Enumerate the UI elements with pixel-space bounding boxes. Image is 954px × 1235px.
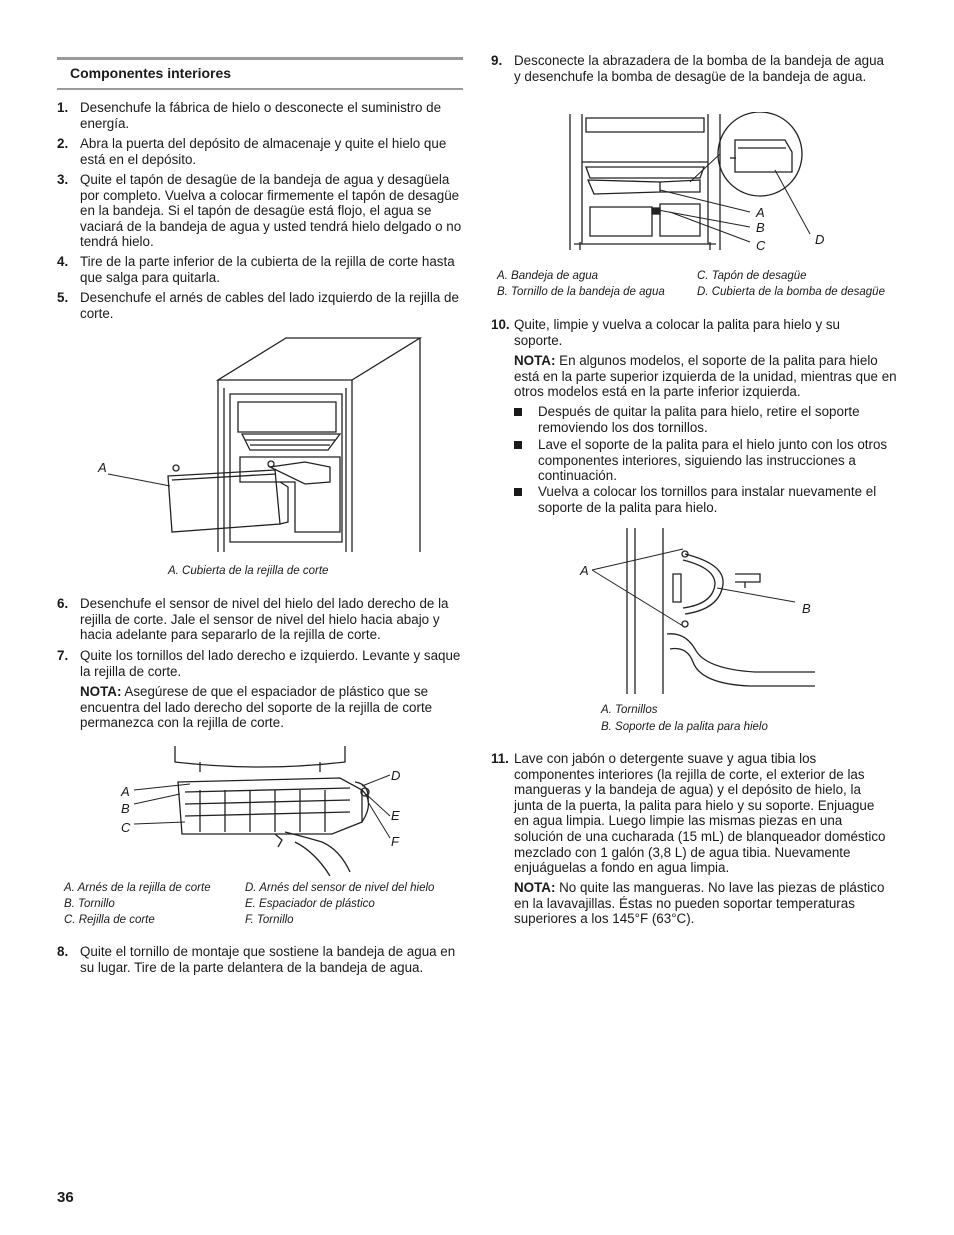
cutter-grid-illustration — [100, 742, 420, 876]
fig4-label-b: B — [802, 601, 811, 616]
fig3-caption-b: B. Tornillo de la bandeja de agua — [497, 286, 665, 298]
fig3-caption-a: A. Bandeja de agua — [497, 270, 599, 282]
section-title: Componentes interiores — [70, 65, 232, 81]
fig2-label-d: D — [391, 768, 401, 783]
page-number: 36 — [57, 1189, 74, 1206]
bullet-square-icon — [514, 488, 522, 496]
note-step-10: NOTA: En algunos modelos, el soporte de la palita para hielo está en la parte superior izquierda de la unidad, mientras que en otros modelos está en la parte inferior izquierda. — [514, 353, 897, 400]
bullet-square-icon — [514, 441, 522, 449]
fig2-label-a: A — [121, 784, 130, 799]
figure-water-tray — [560, 112, 840, 260]
fig1-caption: A. Cubierta de la rejilla de corte — [168, 565, 329, 577]
fig3-label-c: C — [756, 238, 766, 253]
fig2-label-c: C — [121, 820, 131, 835]
scoop-holder-illustration — [575, 524, 815, 696]
fig3-label-a: A — [756, 205, 765, 220]
section-rule-bottom — [57, 88, 463, 90]
figure-cutter-grid-cover — [90, 332, 430, 558]
fig4-caption-a: A. Tornillos — [601, 704, 658, 716]
fig2-label-f: F — [391, 834, 399, 849]
fig4-label-a: A — [580, 563, 589, 578]
fig1-label-a: A — [98, 460, 107, 475]
note-step-11: NOTA: No quite las mangueras. No lave las piezas de plástico en la lavavajillas. Éstas no pueden soportar temperaturas superiores a los 145°F (63°C). — [514, 880, 885, 927]
bullet-square-icon — [514, 408, 522, 416]
ice-machine-illustration — [90, 332, 430, 558]
fig2-caption-c: C. Rejilla de corte — [64, 914, 155, 926]
fig2-caption-b: B. Tornillo — [64, 898, 115, 910]
fig2-caption-a: A. Arnés de la rejilla de corte — [64, 882, 211, 894]
fig2-caption-d: D. Arnés del sensor de nivel del hielo — [245, 882, 435, 894]
fig3-caption-d: D. Cubierta de la bomba de desagüe — [697, 286, 885, 298]
fig3-label-d: D — [815, 232, 825, 247]
water-tray-illustration — [560, 112, 840, 260]
fig4-caption-b: B. Soporte de la palita para hielo — [601, 721, 768, 733]
figure-ice-scoop-holder — [575, 524, 815, 696]
fig2-label-b: B — [121, 801, 130, 816]
note-step-7: NOTA: Asegúrese de que el espaciador de plástico que se encuentra del lado derecho del soporte de la rejilla de corte permanezca con la rejilla de corte. — [80, 684, 433, 731]
fig2-caption-e: E. Espaciador de plástico — [245, 898, 375, 910]
fig2-caption-f: F. Tornillo — [245, 914, 294, 926]
section-rule-top — [57, 57, 463, 60]
fig3-label-b: B — [756, 220, 765, 235]
fig2-label-e: E — [391, 808, 400, 823]
figure-cutter-grid — [100, 742, 420, 876]
fig3-caption-c: C. Tapón de desagüe — [697, 270, 807, 282]
